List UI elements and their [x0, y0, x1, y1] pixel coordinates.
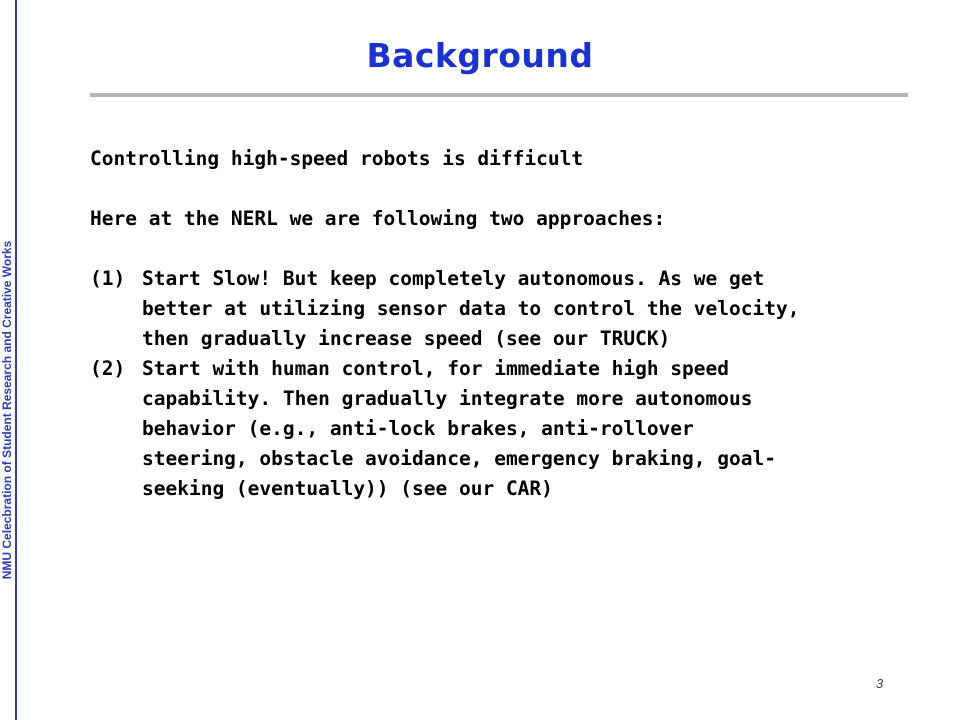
page-number: 3	[876, 676, 884, 691]
list-item-text: Start Slow! But keep completely autonomous. As we get better at utilizing sensor data to control the velocity, then gradually increase speed (see our TRUCK)	[142, 267, 800, 350]
intro-text: Controlling high-speed robots is difficult	[90, 147, 584, 170]
list-item	[90, 264, 810, 354]
list-item-number: (2)	[90, 357, 126, 380]
list-item-number: (1)	[90, 267, 126, 290]
slide-body	[90, 144, 810, 504]
slide-title: Background	[366, 36, 594, 75]
side-bar	[15, 0, 17, 720]
list-item-text: Start with human control, for immediate high speed capability. Then gradually integrate more autonomous behavior (e.g., anti-lock brakes, anti-rollover steering, obstacle avoidance, emergency braking, goal-seeking (eventually)) (see our CAR)	[142, 357, 776, 500]
list-item	[90, 354, 810, 504]
approach-list	[90, 264, 810, 504]
sidebar-caption: NMU Celecbration of Student Research and Creative Works	[0, 240, 14, 580]
lead-text: Here at the NERL we are following two approaches:	[90, 207, 666, 230]
title-divider	[90, 93, 908, 97]
